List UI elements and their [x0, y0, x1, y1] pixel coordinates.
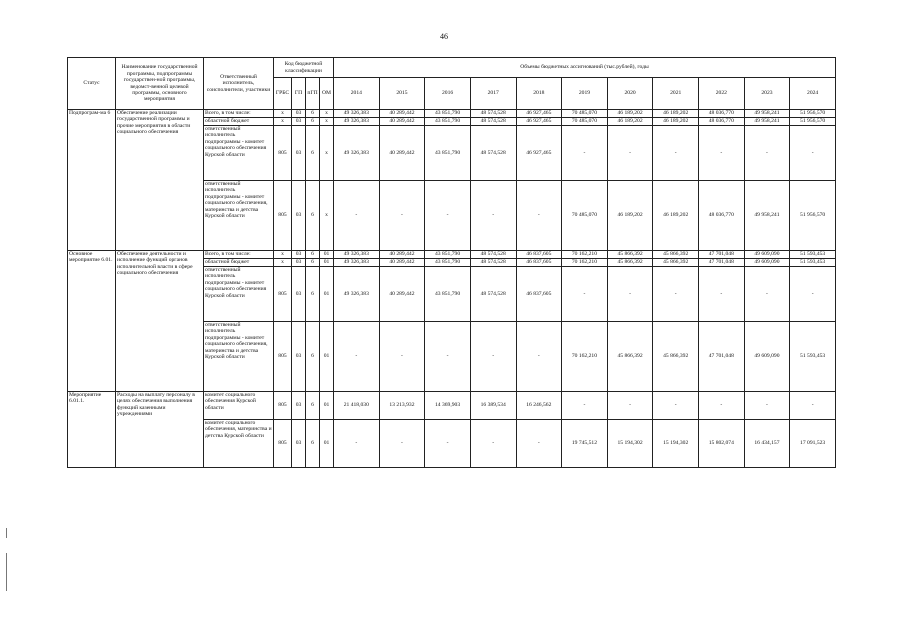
responsible-cell: Всего, в том числе:	[204, 110, 274, 118]
value-cell: 70 162,210	[562, 251, 608, 259]
value-cell: 46 189,202	[607, 110, 653, 118]
value-cell: 46 189,202	[653, 181, 699, 251]
status-header: Статус	[68, 58, 116, 110]
value-cell: 13 213,932	[379, 392, 425, 420]
year-header: 2015	[379, 78, 425, 110]
value-cell: 43 851,790	[425, 251, 471, 259]
value-cell: 48 574,528	[470, 118, 516, 126]
code-cell: x	[320, 126, 334, 181]
value-cell: 14 369,903	[425, 392, 471, 420]
value-cell: 48 574,528	[470, 267, 516, 322]
value-cell: 45 866,392	[653, 259, 699, 267]
value-cell: 49 609,090	[744, 251, 790, 259]
code-cell: 01	[320, 420, 334, 468]
value-cell: -	[790, 126, 836, 181]
code-col-header: ОМ	[320, 78, 334, 110]
value-cell: 40 289,442	[379, 259, 425, 267]
value-cell: 51 593,453	[790, 259, 836, 267]
margin-mark	[6, 528, 7, 538]
value-cell: 47 701,048	[699, 251, 745, 259]
code-cell: 03	[292, 118, 306, 126]
value-cell: 40 289,442	[379, 110, 425, 118]
name-cell: Обеспечение реализации государственной программы и прочие мероприятия в области социального обеспечения	[116, 110, 204, 251]
value-cell: 70 485,070	[562, 118, 608, 126]
page-number: 46	[440, 32, 448, 41]
code-cell: 805	[274, 392, 292, 420]
value-cell: -	[562, 267, 608, 322]
value-cell: 48 574,528	[470, 126, 516, 181]
code-cell: 805	[274, 126, 292, 181]
value-cell: -	[425, 420, 471, 468]
code-cell: 03	[292, 126, 306, 181]
code-cell: 805	[274, 181, 292, 251]
value-cell: -	[470, 420, 516, 468]
value-cell: -	[699, 267, 745, 322]
value-cell: 48 574,528	[470, 259, 516, 267]
value-cell: -	[562, 392, 608, 420]
value-cell: -	[699, 126, 745, 181]
value-cell: 17 091,523	[790, 420, 836, 468]
code-cell: x	[274, 251, 292, 259]
code-cell: 805	[274, 267, 292, 322]
code-cell: x	[274, 259, 292, 267]
responsible-cell: комитет социального обеспечения, материнства и детства Курской области	[204, 420, 274, 468]
code-cell: 6	[306, 118, 320, 126]
code-cell: 03	[292, 181, 306, 251]
value-cell: 49 958,241	[744, 118, 790, 126]
status-cell: Подпрограм-ма 6	[68, 110, 116, 251]
value-cell: -	[562, 126, 608, 181]
value-cell: -	[425, 322, 471, 392]
value-cell: 49 326,383	[334, 267, 380, 322]
code-col-header: пГП	[306, 78, 320, 110]
value-cell: 49 326,383	[334, 126, 380, 181]
code-cell: 6	[306, 110, 320, 118]
value-cell: 70 162,210	[562, 322, 608, 392]
name-header: Наименование государственной программы, подпрограммы государствен-ной программы, ведомст-венной целевой программы, основного мероприятия	[116, 58, 204, 110]
code-cell: 805	[274, 420, 292, 468]
value-cell: 21 418,030	[334, 392, 380, 420]
value-cell: 49 958,241	[744, 181, 790, 251]
code-cell: 01	[320, 322, 334, 392]
value-cell: 46 189,202	[653, 118, 699, 126]
code-col-header: ГРБС	[274, 78, 292, 110]
code-cell: 6	[306, 420, 320, 468]
value-cell: -	[790, 267, 836, 322]
value-cell: 43 851,790	[425, 118, 471, 126]
value-cell: -	[653, 392, 699, 420]
table-row	[68, 251, 836, 259]
volumes-header: Объемы бюджетных ассигнований (тыс.рублей), годы	[334, 58, 836, 78]
value-cell: -	[744, 392, 790, 420]
value-cell: -	[334, 420, 380, 468]
responsible-cell: Всего, в том числе:	[204, 251, 274, 259]
value-cell: 46 927,465	[516, 118, 562, 126]
value-cell: 48 036,770	[699, 181, 745, 251]
code-cell: x	[320, 118, 334, 126]
table-row	[68, 110, 836, 118]
code-cell: 03	[292, 259, 306, 267]
code-cell: 03	[292, 420, 306, 468]
year-header: 2024	[790, 78, 836, 110]
value-cell: -	[607, 267, 653, 322]
code-cell: 6	[306, 322, 320, 392]
code-cell: x	[274, 110, 292, 118]
value-cell: 48 036,770	[699, 110, 745, 118]
table-row	[68, 392, 836, 420]
value-cell: -	[470, 322, 516, 392]
responsible-cell: ответственный исполнитель подпрограммы - комитет социального обеспечения, материнства и детства Курской области	[204, 322, 274, 392]
value-cell: 49 326,383	[334, 251, 380, 259]
value-cell: 49 609,090	[744, 322, 790, 392]
value-cell: -	[379, 420, 425, 468]
margin-mark	[6, 553, 7, 591]
value-cell: 43 851,790	[425, 126, 471, 181]
value-cell: 51 593,453	[790, 251, 836, 259]
value-cell: -	[653, 267, 699, 322]
value-cell: -	[470, 181, 516, 251]
responsible-cell: ответственный исполнитель подпрограммы - комитет социального обеспечения, материнства и детства Курской области	[204, 181, 274, 251]
value-cell: -	[334, 322, 380, 392]
code-cell: x	[320, 181, 334, 251]
value-cell: -	[699, 392, 745, 420]
value-cell: 46 927,465	[516, 126, 562, 181]
value-cell: 45 866,392	[607, 322, 653, 392]
value-cell: 45 866,392	[607, 251, 653, 259]
year-header: 2023	[744, 78, 790, 110]
value-cell: 15 802,074	[699, 420, 745, 468]
value-cell: -	[379, 322, 425, 392]
year-header: 2020	[607, 78, 653, 110]
value-cell: 43 851,790	[425, 110, 471, 118]
code-cell: 03	[292, 322, 306, 392]
value-cell: -	[607, 392, 653, 420]
value-cell: -	[607, 126, 653, 181]
code-cell: 6	[306, 126, 320, 181]
responsible-cell: ответственный исполнитель подпрограммы - комитет социального обеспечения Курской области	[204, 126, 274, 181]
code-cell: 01	[320, 251, 334, 259]
code-cell: 03	[292, 267, 306, 322]
code-cell: 03	[292, 110, 306, 118]
code-cell: 01	[320, 259, 334, 267]
value-cell: 46 927,465	[516, 110, 562, 118]
value-cell: 40 289,442	[379, 267, 425, 322]
year-header: 2019	[562, 78, 608, 110]
year-header: 2021	[653, 78, 699, 110]
year-header: 2016	[425, 78, 471, 110]
value-cell: 16 434,157	[744, 420, 790, 468]
status-cell: Мероприятие 6.01.1.	[68, 392, 116, 468]
code-cell: 01	[320, 392, 334, 420]
value-cell: -	[744, 126, 790, 181]
code-cell: 03	[292, 251, 306, 259]
responsible-cell: ответственный исполнитель подпрограммы - комитет социального обеспечения Курской области	[204, 267, 274, 322]
year-header: 2018	[516, 78, 562, 110]
code-cell: 805	[274, 322, 292, 392]
value-cell: 43 851,790	[425, 267, 471, 322]
value-cell: 51 593,453	[790, 322, 836, 392]
responsible-header: Ответственный исполнитель, соисполнители, участники	[204, 58, 274, 110]
value-cell: 46 837,605	[516, 267, 562, 322]
value-cell: -	[790, 392, 836, 420]
value-cell: 49 958,241	[744, 110, 790, 118]
code-cell: 03	[292, 392, 306, 420]
value-cell: 40 289,442	[379, 126, 425, 181]
value-cell: 51 956,570	[790, 118, 836, 126]
value-cell: -	[379, 181, 425, 251]
year-header: 2017	[470, 78, 516, 110]
value-cell: -	[516, 420, 562, 468]
value-cell: 70 485,070	[562, 181, 608, 251]
value-cell: 49 326,383	[334, 110, 380, 118]
value-cell: -	[425, 181, 471, 251]
responsible-cell: областной бюджет	[204, 118, 274, 126]
code-cell: x	[320, 110, 334, 118]
value-cell: 49 326,383	[334, 259, 380, 267]
value-cell: 16 246,562	[516, 392, 562, 420]
value-cell: 43 851,790	[425, 259, 471, 267]
value-cell: 49 609,090	[744, 259, 790, 267]
value-cell: 48 574,528	[470, 251, 516, 259]
value-cell: 47 701,048	[699, 259, 745, 267]
responsible-cell: комитет социального обеспечения Курской области	[204, 392, 274, 420]
value-cell: 46 189,202	[653, 110, 699, 118]
value-cell: 15 194,302	[607, 420, 653, 468]
value-cell: 48 574,528	[470, 110, 516, 118]
value-cell: -	[516, 181, 562, 251]
budget-code-header: Код бюджетной классификации	[274, 58, 334, 78]
value-cell: 19 745,512	[562, 420, 608, 468]
code-cell: x	[274, 118, 292, 126]
value-cell: 48 036,770	[699, 118, 745, 126]
year-header: 2022	[699, 78, 745, 110]
budget-table	[67, 57, 836, 468]
value-cell: -	[516, 322, 562, 392]
value-cell: 46 189,202	[607, 181, 653, 251]
value-cell: -	[334, 181, 380, 251]
value-cell: 40 289,442	[379, 118, 425, 126]
code-cell: 01	[320, 267, 334, 322]
code-cell: 6	[306, 392, 320, 420]
value-cell: 15 194,302	[653, 420, 699, 468]
value-cell: 70 485,070	[562, 110, 608, 118]
code-cell: 6	[306, 267, 320, 322]
code-cell: 6	[306, 181, 320, 251]
code-col-header: ГП	[292, 78, 306, 110]
value-cell: 45 866,392	[607, 259, 653, 267]
value-cell: 16 389,534	[470, 392, 516, 420]
responsible-cell: областной бюджет	[204, 259, 274, 267]
value-cell: -	[744, 267, 790, 322]
year-header: 2014	[334, 78, 380, 110]
name-cell: Обеспечение деятельности и исполнение функций органов исполнительной власти в сфере социального обеспечения	[116, 251, 204, 392]
code-cell: 6	[306, 259, 320, 267]
value-cell: 46 837,605	[516, 259, 562, 267]
value-cell: 45 866,392	[653, 251, 699, 259]
value-cell: 40 289,442	[379, 251, 425, 259]
name-cell: Расходы на выплату персоналу в целях обеспечения выполнения функций казенными учреждениями	[116, 392, 204, 468]
value-cell: 70 162,210	[562, 259, 608, 267]
value-cell: 46 189,202	[607, 118, 653, 126]
code-cell: 6	[306, 251, 320, 259]
value-cell: 51 956,570	[790, 110, 836, 118]
value-cell: 46 837,605	[516, 251, 562, 259]
value-cell: 49 326,383	[334, 118, 380, 126]
status-cell: Основное мероприятие 6.01.	[68, 251, 116, 392]
value-cell: -	[653, 126, 699, 181]
value-cell: 51 956,570	[790, 181, 836, 251]
value-cell: 47 701,048	[699, 322, 745, 392]
value-cell: 45 866,392	[653, 322, 699, 392]
